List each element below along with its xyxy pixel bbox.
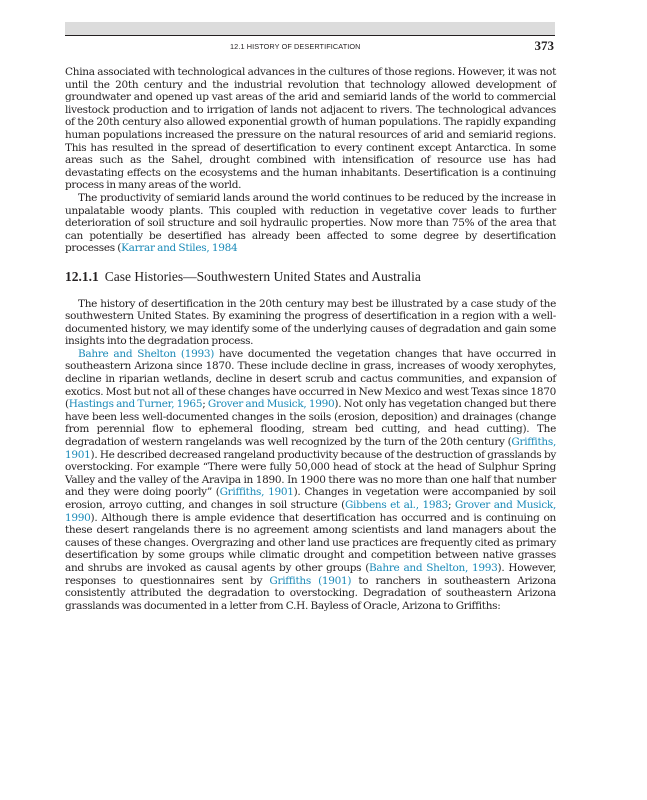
section-heading [65,268,556,284]
paragraph-text: China associated with technological advances in the cultures of those regions. However, it was not until the 20th century and the industrial revolution that technology allowed development of groundwater and opened up vast areas of the arid and semiarid lands of the world to commercial livestock production and to irrigation of lands not adjacent to rivers. The technological advances of the 20th century also allowed exponential growth of human populations. The rapidly expanding human populations increased the pressure on the natural resources of arid and semiarid regions. This has resulted in the spread of desertification to every continent except Antarctica. In some areas such as the Sahel, drought combined with intensification of resource use has had devastating effects on the ecosystems and the human inhabitants. Desertification is a continuing process in many areas of the world. [65,66,556,192]
citation-link[interactable]: Grover and Musick, 1990 [65,499,557,524]
page-body [65,66,556,612]
paragraph-text: ; [202,398,208,411]
paragraph-text: ). However, responses to questionnaires sent by [65,561,556,587]
citation-link[interactable]: Grover and Musick, 1990 [207,398,335,411]
paragraph-text: The history of desertification in the 20th century may best be illustrated by a case study of the southwestern United States. By examining the progress of desertification in a region with a well-documented history, we may identify some of the underlying causes of degradation and gain some insights into the degradation process. [65,297,556,348]
paragraph-text: ; [447,499,455,511]
paragraph-1 [65,66,556,192]
paragraph-text: have documented the vegetation changes that have occurred in southeastern Arizona since 1870. These include decline in grass, increases of woody xerophytes, decline in riparian wetlands, decline in desert scrub and cactus communities, and expansion of exotics. Most but not all of these changes have occurred in New Mexico and west Texas since 1870 ( [65,347,556,411]
citation-link[interactable]: Hastings and Turner, 1965 [68,398,203,411]
section-number: 12.1.1 [65,268,99,284]
citation-link[interactable]: Griffiths, 1901 [65,436,556,461]
page-number: 373 [534,38,554,53]
section-title: Case Histories—Southwestern United States and Australia [104,268,421,284]
citation-link[interactable]: Griffiths (1901) [269,574,352,587]
paragraph-text: ). He described decreased rangeland productivity because of the destruction of grasslands by overstocking. For example “There were fully 50,000 head of stock at the head of Sulphur Spring Valley and the valley of the Aravipa in 1890. In 1900 there was no more than one half that number and they were doing poorly” ( [65,448,556,499]
citation-link[interactable]: Bahre and Shelton, 1993 [369,561,498,574]
paragraph-text: to ranchers in southeastern Arizona consistently attributed the degradation to overstocking. Degradation of southeastern Arizona grasslands was documented in a letter from C.H. Bayless of Oracle, Arizona to Griffiths: [65,574,556,612]
citation-link[interactable]: Karrar and Stiles, 1984 [121,242,238,255]
paragraph-3 [65,298,556,348]
header-rule [65,35,555,36]
citation-link[interactable]: Griffiths, 1901 [219,486,294,499]
paragraph-text: ). Changes in vegetation were accompanied by soil erosion, arroyo cutting, and changes in soil structure ( [65,486,556,511]
paragraph-2 [65,192,556,255]
header-bar [65,22,555,35]
paragraph-text: The productivity of semiarid lands around the world continues to be reduced by the increase in unpalatable woody plants. This coupled with reduction in vegetative cover leads to further deterioration of soil structure and soil hydraulic properties. Now more than 75% of the area that can potentially be desertified has already been affected to some degree by desertification processes ( [65,191,556,255]
paragraph-text: ). Not only has vegetation changed but there have been less well-documented changes in the soils (erosion, deposition) and drainages (change from perennial flow to ephemeral flooding, stream bed cutting, and head cutting). The degradation of western rangelands was well recognized by the turn of the 20th century ( [65,398,556,449]
running-head: 12.1 HISTORY OF DESERTIFICATION [230,42,361,51]
citation-link[interactable]: Gibbens et al., 1983 [344,499,448,511]
paragraph-4 [65,348,556,612]
paragraph-text: ). Although there is ample evidence that desertification has occurred and is continuing on these desert rangelands there is no agreement among scientists and land managers about the causes of these changes. Overgrazing and other land use practices are frequently cited as primary desertification by some groups while climatic drought and competition between native grasses and shrubs are invoked as causal agents by other groups ( [65,511,556,574]
citation-link[interactable]: Bahre and Shelton (1993) [78,347,215,360]
